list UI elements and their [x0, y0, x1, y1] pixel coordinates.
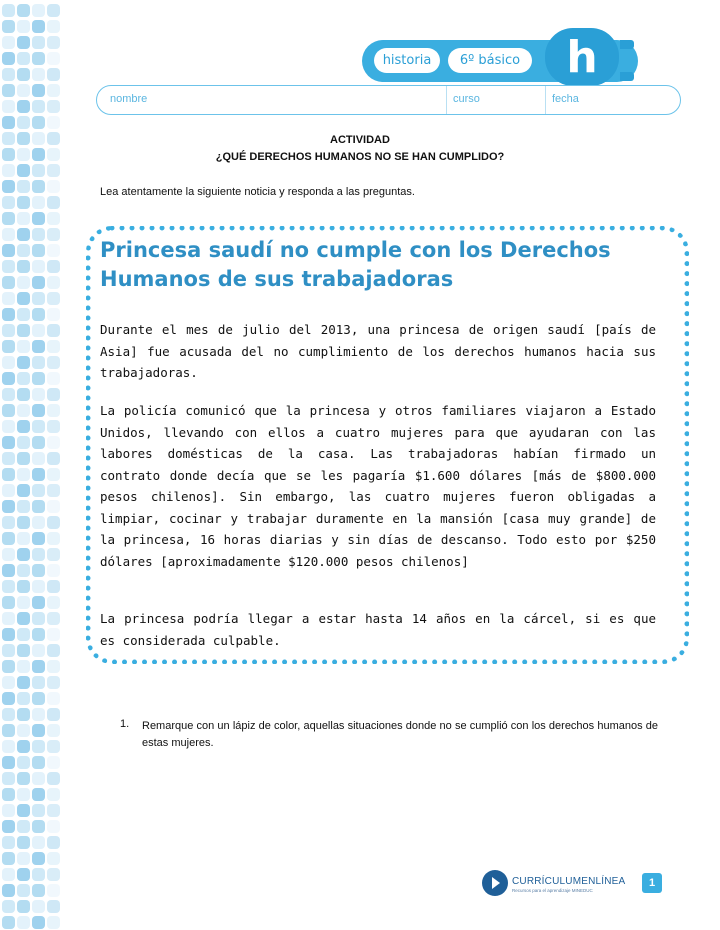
decor-square [32, 356, 45, 369]
course-label: curso [453, 93, 480, 105]
decor-square [2, 372, 15, 385]
decor-square [17, 292, 30, 305]
decor-square [47, 868, 60, 881]
decor-square [2, 84, 15, 97]
news-paragraph-3: La princesa podría llegar a estar hasta 14 años en la cárcel, si es que es considerada culpable. [100, 611, 656, 648]
decor-square [17, 788, 30, 801]
decor-square [32, 388, 45, 401]
decor-square [47, 916, 60, 929]
decor-square [2, 660, 15, 673]
decor-square [32, 564, 45, 577]
logo-h-icon: h [545, 28, 619, 86]
decor-square [17, 580, 30, 593]
decor-square [17, 452, 30, 465]
decor-square [17, 756, 30, 769]
decor-square [17, 884, 30, 897]
decor-square [32, 788, 45, 801]
decor-square [47, 628, 60, 641]
decor-square [17, 724, 30, 737]
decor-square [2, 740, 15, 753]
decor-square [2, 692, 15, 705]
name-label: nombre [110, 93, 148, 105]
decor-square [47, 740, 60, 753]
decor-square [47, 324, 60, 337]
decor-square [47, 228, 60, 241]
decor-square [47, 196, 60, 209]
decor-square [2, 628, 15, 641]
decor-square [47, 532, 60, 545]
activity-label: ACTIVIDAD [330, 134, 390, 146]
decor-square [47, 20, 60, 33]
decor-square [47, 708, 60, 721]
decor-square [2, 804, 15, 817]
decor-square [2, 228, 15, 241]
decor-square [47, 612, 60, 625]
decor-square [2, 500, 15, 513]
decor-square [32, 548, 45, 561]
decor-square [32, 868, 45, 881]
decor-square [32, 756, 45, 769]
footer-brand: CURRÍCULUMENLÍNEA [512, 876, 626, 887]
decor-square [32, 644, 45, 657]
decor-square [32, 4, 45, 17]
decor-square [2, 916, 15, 929]
news-paragraph-2: La policía comunicó que la princesa y otros familiares viajaron a Estado Unidos, llevando con ellos a cuatro mujeres para que ayudaran con las labores domésticas de la casa. Las trabajadoras habían firmado un contrato donde decía que se les pagaría $1.600 dólares [más de $800.000 pesos chilenos]. Sin embargo, las cuatro mujeres fueron obligadas a limpiar, cocinar y trabajar duramente en la mansión [casa muy grande] de la princesa, 16 horas diarias y sin días de descanso. Todo esto por $250 dólares [aproximadamente $120.000 pesos chilenos] [100, 403, 656, 569]
decor-square [2, 516, 15, 529]
decor-square [47, 772, 60, 785]
decor-square [17, 196, 30, 209]
decor-square [17, 244, 30, 257]
decor-square [17, 708, 30, 721]
decor-square [2, 276, 15, 289]
decor-square [47, 180, 60, 193]
decor-square [47, 516, 60, 529]
decor-square [17, 516, 30, 529]
decor-square [32, 308, 45, 321]
decor-square [32, 436, 45, 449]
news-headline: Princesa saudí no cumple con los Derechos Humanos de sus trabajadoras [100, 238, 611, 291]
decor-square [47, 212, 60, 225]
decor-square [2, 596, 15, 609]
decor-square [2, 116, 15, 129]
decor-square [17, 4, 30, 17]
decor-square [17, 260, 30, 273]
decor-square [47, 436, 60, 449]
decor-square [32, 852, 45, 865]
decor-square [32, 772, 45, 785]
decor-square [2, 68, 15, 81]
decor-square [17, 900, 30, 913]
decor-square [2, 676, 15, 689]
decor-square [32, 36, 45, 49]
decor-square [17, 388, 30, 401]
news-paragraph-1: Durante el mes de julio del 2013, una princesa de origen saudí [país de Asia] fue acusada del no cumplimiento de los derechos humanos hacia sus trabajadoras. [100, 322, 656, 380]
decor-square [32, 100, 45, 113]
decor-square [2, 36, 15, 49]
question-text: Remarque con un lápiz de color, aquellas situaciones donde no se cumplió con los derechos humanos de estas mujeres. [142, 720, 658, 749]
decor-square [17, 916, 30, 929]
decor-square [32, 484, 45, 497]
decor-square [17, 468, 30, 481]
decor-square [2, 52, 15, 65]
decor-square [17, 820, 30, 833]
decor-square [32, 404, 45, 417]
decor-square [2, 468, 15, 481]
decor-square [47, 900, 60, 913]
decor-square [2, 548, 15, 561]
decor-square [47, 292, 60, 305]
decor-square [17, 180, 30, 193]
decor-square [47, 804, 60, 817]
decor-square [47, 36, 60, 49]
decor-square [47, 724, 60, 737]
decor-square [32, 324, 45, 337]
decor-square [47, 676, 60, 689]
divider [545, 86, 546, 114]
decor-square [2, 420, 15, 433]
decor-square [32, 244, 45, 257]
decor-square [17, 612, 30, 625]
decor-square [47, 116, 60, 129]
decor-square [2, 308, 15, 321]
decor-square [17, 596, 30, 609]
decor-square [17, 420, 30, 433]
decor-square [2, 868, 15, 881]
decor-square [2, 180, 15, 193]
decor-square [17, 868, 30, 881]
decor-square [32, 212, 45, 225]
decor-square [2, 324, 15, 337]
decor-square [47, 852, 60, 865]
decor-square [32, 596, 45, 609]
decor-square [47, 548, 60, 561]
decor-square [2, 244, 15, 257]
decor-square [32, 804, 45, 817]
decor-square [32, 628, 45, 641]
decor-square [17, 116, 30, 129]
decor-square [32, 580, 45, 593]
decor-square [17, 436, 30, 449]
page-number: 1 [642, 873, 662, 893]
decor-square [2, 900, 15, 913]
curriculum-logo-icon [482, 870, 508, 896]
decor-square [47, 820, 60, 833]
decor-square [32, 676, 45, 689]
decor-square [17, 324, 30, 337]
decor-square [32, 372, 45, 385]
decor-square [17, 340, 30, 353]
decor-square [32, 708, 45, 721]
decor-square [32, 692, 45, 705]
decor-square [47, 276, 60, 289]
decor-square [17, 772, 30, 785]
decor-square [32, 452, 45, 465]
decor-square [32, 260, 45, 273]
decor-square [32, 884, 45, 897]
decor-square [47, 500, 60, 513]
decor-square [32, 68, 45, 81]
decor-square [47, 756, 60, 769]
decor-square [2, 708, 15, 721]
decor-square [17, 228, 30, 241]
decor-square [32, 724, 45, 737]
decor-square [47, 660, 60, 673]
grade-pill: 6º básico [448, 48, 532, 73]
decor-square [17, 20, 30, 33]
decor-square [2, 772, 15, 785]
decor-square [17, 356, 30, 369]
decor-square [47, 52, 60, 65]
decor-square [47, 452, 60, 465]
decor-square [2, 852, 15, 865]
decor-square [32, 420, 45, 433]
decor-square [2, 20, 15, 33]
decor-square [47, 372, 60, 385]
subject-pill: historia [374, 48, 440, 73]
decor-square [2, 484, 15, 497]
decor-square [17, 68, 30, 81]
decor-square [2, 564, 15, 577]
decor-square [17, 660, 30, 673]
decor-square [47, 356, 60, 369]
decor-square [32, 84, 45, 97]
decor-square [17, 852, 30, 865]
decor-square [47, 836, 60, 849]
decor-square [32, 900, 45, 913]
decor-square [17, 676, 30, 689]
decor-square [17, 212, 30, 225]
decor-square [17, 484, 30, 497]
date-label: fecha [552, 93, 579, 105]
decor-square [32, 500, 45, 513]
decor-square [47, 260, 60, 273]
activity-title [0, 132, 720, 166]
decor-square [2, 260, 15, 273]
decor-square [47, 244, 60, 257]
decor-square [17, 532, 30, 545]
decor-square [47, 388, 60, 401]
decor-square [32, 292, 45, 305]
decor-square [2, 4, 15, 17]
decor-square [17, 308, 30, 321]
question-number: 1. [120, 718, 130, 730]
decor-square [17, 372, 30, 385]
logo-tab-top [620, 40, 634, 49]
decor-square [2, 836, 15, 849]
decor-square [2, 884, 15, 897]
decor-square [32, 20, 45, 33]
decor-square [32, 180, 45, 193]
decor-square [17, 804, 30, 817]
decor-square [47, 4, 60, 17]
instruction-text: Lea atentamente la siguiente noticia y responda a las preguntas. [100, 186, 415, 198]
decor-square [2, 100, 15, 113]
decor-square [2, 756, 15, 769]
logo-tab-bottom [620, 72, 634, 81]
decor-square [32, 276, 45, 289]
decor-square [47, 692, 60, 705]
decor-square [47, 100, 60, 113]
decor-square [32, 516, 45, 529]
decor-square [17, 84, 30, 97]
decor-square [47, 788, 60, 801]
decor-square [17, 836, 30, 849]
decor-square [47, 340, 60, 353]
decor-square [2, 532, 15, 545]
divider [446, 86, 447, 114]
decor-square [32, 340, 45, 353]
decor-square [32, 820, 45, 833]
decor-square [2, 292, 15, 305]
decor-square [2, 388, 15, 401]
student-info-bar [96, 85, 681, 115]
decor-square [2, 452, 15, 465]
decor-square [32, 612, 45, 625]
decor-square [47, 644, 60, 657]
decor-square [17, 548, 30, 561]
decor-square [2, 340, 15, 353]
decor-square [2, 724, 15, 737]
decor-square [2, 404, 15, 417]
decor-square [2, 644, 15, 657]
decor-square [32, 660, 45, 673]
decor-square [17, 100, 30, 113]
decor-square [47, 84, 60, 97]
decor-square [32, 196, 45, 209]
decor-square [2, 788, 15, 801]
activity-question: ¿QUÉ DERECHOS HUMANOS NO SE HAN CUMPLIDO? [215, 151, 505, 163]
decor-square [17, 404, 30, 417]
decor-square [32, 532, 45, 545]
decor-square [17, 692, 30, 705]
decor-square [47, 596, 60, 609]
decor-square [32, 740, 45, 753]
decor-square [32, 916, 45, 929]
decor-square [17, 628, 30, 641]
decor-square [2, 196, 15, 209]
decor-square [2, 612, 15, 625]
decor-square [17, 276, 30, 289]
decor-square [32, 228, 45, 241]
decor-square [32, 116, 45, 129]
decor-square [17, 740, 30, 753]
decor-square [47, 484, 60, 497]
decor-square [17, 52, 30, 65]
decor-square [47, 420, 60, 433]
decor-square [2, 212, 15, 225]
decor-square [2, 436, 15, 449]
decor-square [47, 580, 60, 593]
decor-square [32, 52, 45, 65]
decor-square [47, 468, 60, 481]
decor-square [32, 836, 45, 849]
decor-square [17, 564, 30, 577]
decor-square [47, 68, 60, 81]
decor-square [47, 404, 60, 417]
footer-tagline: Recursos para el aprendizaje MINEDUC [512, 888, 593, 893]
decor-square [17, 36, 30, 49]
decor-square [17, 644, 30, 657]
decor-square [32, 468, 45, 481]
decor-square [2, 580, 15, 593]
decor-square [17, 500, 30, 513]
decor-square [47, 308, 60, 321]
decor-square [2, 820, 15, 833]
decor-square [2, 356, 15, 369]
decor-square [47, 564, 60, 577]
decor-square [47, 884, 60, 897]
